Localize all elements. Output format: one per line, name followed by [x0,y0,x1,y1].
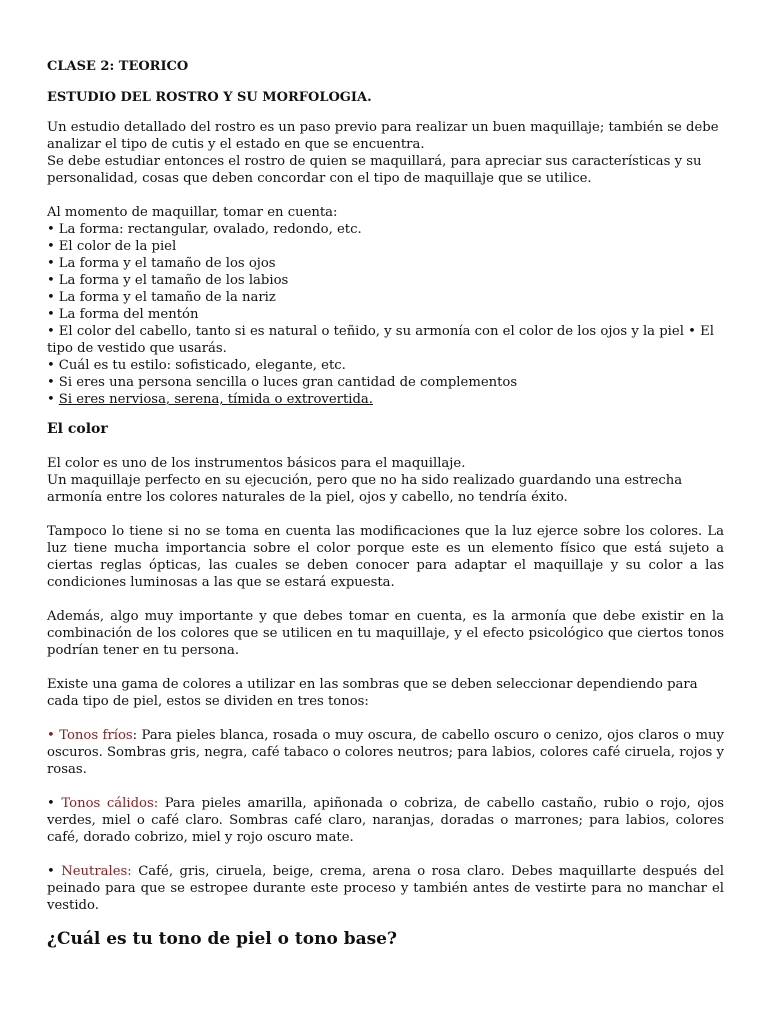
intro-block [47,119,724,187]
tone-name: Tonos fríos [59,728,133,743]
skin-tone-heading: ¿Cuál es tu tono de piel o tono base? [47,929,397,949]
tone-item-cold [47,727,724,778]
checklist-item-text: La forma y el tamaño de los labios [58,273,289,288]
bullet: • [47,256,55,271]
checklist-item [47,306,724,323]
bullet: • [47,273,55,288]
tone-item-neutral [47,863,724,914]
checklist-item [47,323,724,357]
bullet: • [47,728,60,743]
bullet: • [47,290,55,305]
checklist-item [47,391,724,408]
tone-name: Neutrales: [61,864,132,879]
tone-item-warm [47,795,724,846]
tone-description: Para pieles amarilla, apiñonada o cobriza, de cabello castaño, rubio o rojo, ojos verdes, miel o café claro. Sombras café claro, naranjas, doradas o marrones; para labios, colores café, dorado cobrizo, miel y rojo oscuro mate. [47,796,724,845]
color-paragraph-3: Tampoco lo tiene si no se toma en cuenta las modificaciones que la luz ejerce sobre los colores. La luz tiene mucha importancia sobre el color porque este es un elemento físico que está sujeto a ciertas reglas ópticas, las cuales se deben conocer para adaptar el maquillaje y su color a las condiciones luminosas a las que se estará expuesta. [47,524,724,590]
color-paragraph-4: Además, algo muy importante y que debes tomar en cuenta, es la armonía que debe existir en la combinación de los colores que se utilicen en tu maquillaje, y el efecto psicológico que ciertos tonos podrían tener en tu persona. [47,609,724,658]
bullet: • [47,324,55,339]
section-heading-color: El color [47,421,108,437]
checklist-item [47,289,724,306]
checklist-item [47,238,724,255]
intro-paragraph-2: Se debe estudiar entonces el rostro de quien se maquillará, para apreciar sus características y su personalidad, cosas que deben concordar con el tipo de maquillaje que se utilice. [47,154,702,186]
bullet: • [47,307,55,322]
tone-name: Tonos cálidos: [61,796,159,811]
bullet: • [47,864,62,879]
color-paragraph-2: Un maquillaje perfecto en su ejecución, pero que no ha sido realizado guardando una estrecha armonía entre los colores naturales de la piel, ojos y cabello, no tendría éxito. [47,473,683,505]
checklist-item-text: Cuál es tu estilo: sofisticado, elegante, etc. [58,358,346,373]
checklist-item [47,374,724,391]
bullet: • [47,222,55,237]
checklist-item [47,221,724,238]
checklist-item-text: La forma y el tamaño de los ojos [58,256,276,271]
intro-paragraph-1: Un estudio detallado del rostro es un paso previo para realizar un buen maquillaje; también se debe analizar el tipo de cutis y el estado en que se encuentra. [47,120,719,152]
checklist-lead: Al momento de maquillar, tomar en cuenta: [47,205,338,220]
bullet: • [47,392,55,407]
tone-description: Café, gris, ciruela, beige, crema, arena o rosa claro. Debes maquillarte después del peinado para que se estropee durante este proceso y también antes de vestirte para no manchar el vestido. [47,864,724,913]
checklist [47,221,724,408]
checklist-item-text: El color del cabello, tanto si es natural o teñido, y su armonía con el color de los ojos y la piel • El tipo de vestido que usarás. [47,324,714,356]
bullet: • [47,358,55,373]
bullet: • [47,796,62,811]
checklist-item-text: La forma del mentón [58,307,199,322]
tone-description: : Para pieles blanca, rosada o muy oscura, de cabello oscuro o cenizo, ojos claros o muy oscuros. Sombras gris, negra, café tabaco o colores neutros; para labios, colores café ciruela, rojos y rosas. [47,728,724,777]
checklist-item-text: El color de la piel [58,239,177,254]
bullet: • [47,375,55,390]
checklist-item [47,255,724,272]
checklist-item [47,357,724,374]
color-intro-block [47,455,724,506]
color-paragraph-1: El color es uno de los instrumentos básicos para el maquillaje. [47,456,466,471]
study-title: ESTUDIO DEL ROSTRO Y SU MORFOLOGIA. [47,90,372,105]
color-paragraph-5: Existe una gama de colores a utilizar en las sombras que se deben seleccionar dependiendo para cada tipo de piel, estos se dividen en tres tonos: [47,677,698,709]
checklist-item-text: Si eres nerviosa, serena, tímida o extrovertida. [58,392,373,407]
checklist-item-text: La forma y el tamaño de la nariz [58,290,276,305]
checklist-item [47,272,724,289]
class-title: CLASE 2: TEORICO [47,59,189,74]
checklist-item-text: La forma: rectangular, ovalado, redondo, etc. [58,222,362,237]
checklist-item-text: Si eres una persona sencilla o luces gran cantidad de complementos [58,375,518,390]
bullet: • [47,239,55,254]
